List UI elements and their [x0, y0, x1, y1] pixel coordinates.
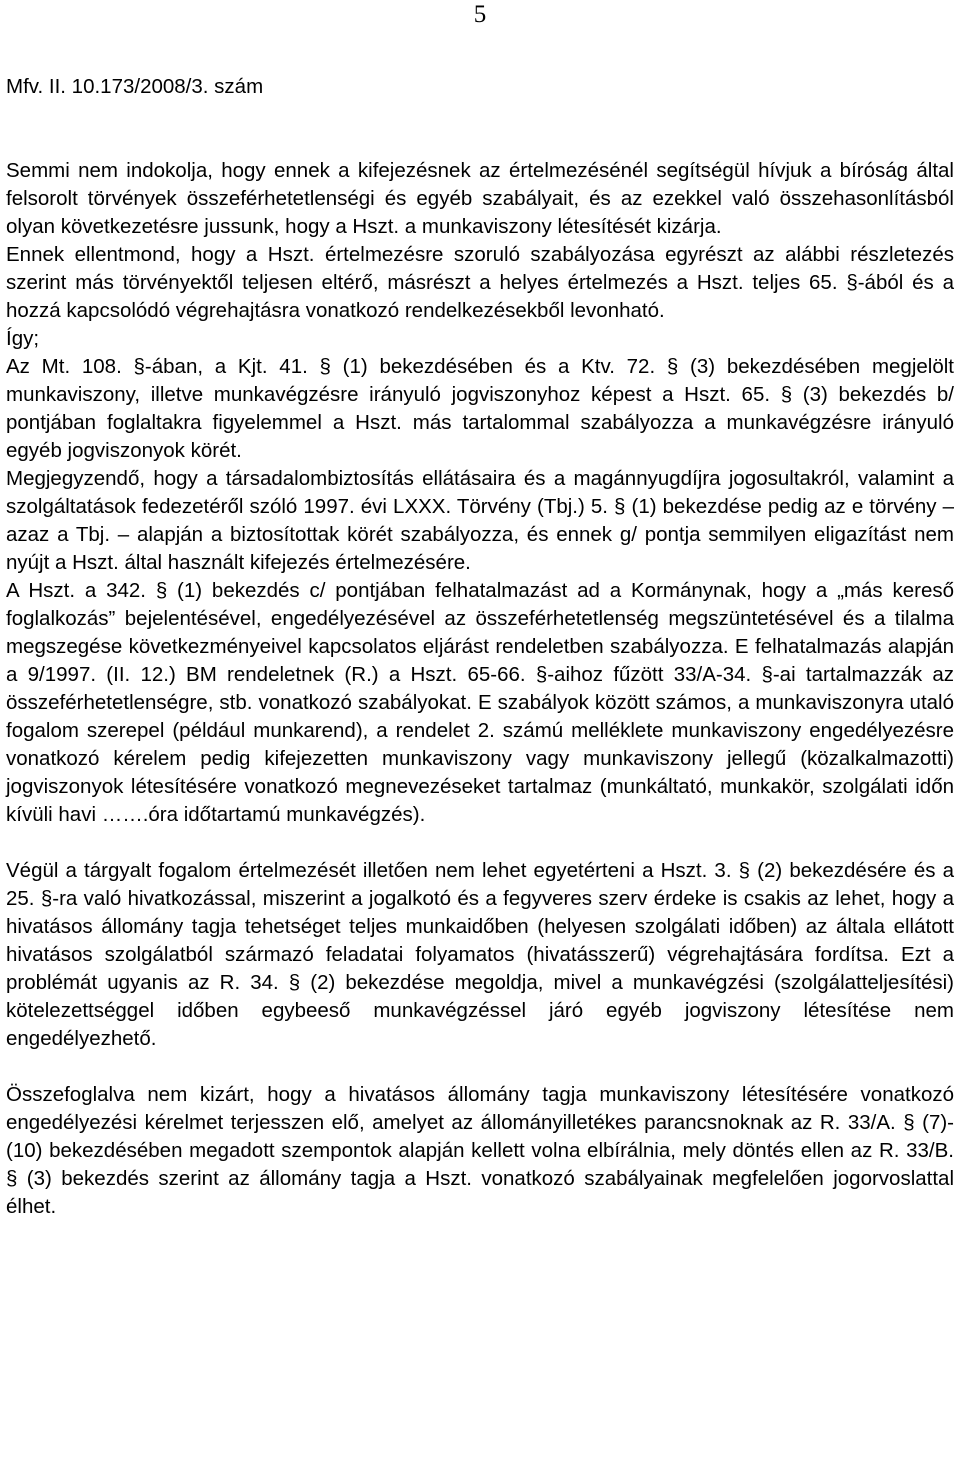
paragraph: Megjegyzendő, hogy a társadalombiztosítás ellátásaira és a magánnyugdíjra jogosultakról, valamint a szolgáltatások fedezetéről szóló 1997. évi LXXX. Törvény (Tbj.) 5. § (1) bekezdése pedig az e törvény – azaz a Tbj. – alapján a biztosítottak körét szabályozza, és ennek g/ pontja semmilyen eligazítást nem nyújt a Hszt. által használt kifejezés értelmezésére. [6, 467, 954, 574]
paragraph: Összefoglalva nem kizárt, hogy a hivatásos állomány tagja munkaviszony létesítésére vonatkozó engedélyezési kérelmet terjesszen elő, amelyet az állományilletékes parancsnoknak az R. 33/A. § (7)-(10) bekezdésében megadott szempontok alapján kellett volna elbírálnia, mely döntés ellen az R. 33/B. § (3) bekezdés szerint az állomány tagja a Hszt. vonatkozó szabályainak megfelelően jogorvoslattal élhet. [6, 1083, 954, 1218]
case-number: Mfv. II. 10.173/2008/3. szám [6, 75, 264, 98]
document-body [6, 157, 954, 1221]
paragraph: Végül a tárgyalt fogalom értelmezését illetően nem lehet egyetérteni a Hszt. 3. § (2) bekezdésére és a 25. §-ra való hivatkozással, miszerint a jogalkotó és a fegyveres szerv érdeke is csakis az lehet, hogy a hivatásos állomány tagja tehetséget teljes munkaidőben (helyesen szolgálati időben) az általa ellátott hivatásos szolgálatból származó feladatai folyamatos (hivatásszerű) végrehajtására fordítsa. Ezt a problémát ugyanis az R. 34. § (2) bekezdése megoldja, mivel a munkavégzési (szolgálatteljesítési) kötelezettséggel időben egybeeső munkavégzéssel járó egyéb jogviszony létesítése nem engedélyezhető. [6, 859, 954, 1050]
page-number: 5 [473, 1, 487, 28]
paragraph-spacer [6, 829, 954, 857]
paragraph-spacer [6, 1053, 954, 1081]
paragraph: Így; [6, 327, 40, 350]
paragraph: Semmi nem indokolja, hogy ennek a kifejezésnek az értelmezésénél segítségül hívjuk a bíróság által felsorolt törvények összeférhetetlenségi és egyéb szabályait, és az ezekkel való összehasonlításból olyan következetésre jussunk, hogy a Hszt. a munkaviszony létesítését kizárja. [6, 159, 954, 238]
paragraph: Ennek ellentmond, hogy a Hszt. értelmezésre szoruló szabályozása egyrészt az alábbi részletezés szerint más törvényektől teljesen eltérő, másrészt a helyes értelmezés a Hszt. teljes 65. §-ából és a hozzá kapcsolódó végrehajtásra vonatkozó rendelkezésekből levonható. [6, 243, 954, 322]
paragraph: Az Mt. 108. §-ában, a Kjt. 41. § (1) bekezdésében és a Ktv. 72. § (3) bekezdésében megjelölt munkaviszony, illetve munkavégzésre irányuló jogviszonyhoz képest a Hszt. 65. § (3) bekezdés b/ pontjában foglaltakra figyelemmel a Hszt. más tartalommal szabályozza a munkavégzésre irányuló egyéb jogviszonyok körét. [6, 355, 954, 462]
paragraph: A Hszt. a 342. § (1) bekezdés c/ pontjában felhatalmazást ad a Kormánynak, hogy a „más kereső foglalkozás” bejelentésével, engedélyezésével az összeférhetetlenség megszüntetésével és a tilalma megszegése következményeivel kapcsolatos eljárást rendeletben szabályozza. E felhatalmazás alapján a 9/1997. (II. 12.) BM rendeletnek (R.) a Hszt. 65-66. §-aihoz fűzött 33/A-34. §-ai tartalmazzák az összeférhetetlenségre, stb. vonatkozó szabályokat. E szabályok között számos, a munkaviszonyra utaló fogalom szerepel (például munkarend), a rendelet 2. számú melléklete munkaviszony engedélyezésre vonatkozó kérelem pedig kifejezetten munkaviszony vagy munkaviszony jellegű (közalkalmazotti) jogviszonyok létesítésére vonatkozó megnevezéseket tartalmaz (munkáltató, munkakör, szolgálati időn kívüli havi …….óra időtartamú munkavégzés). [6, 579, 954, 826]
